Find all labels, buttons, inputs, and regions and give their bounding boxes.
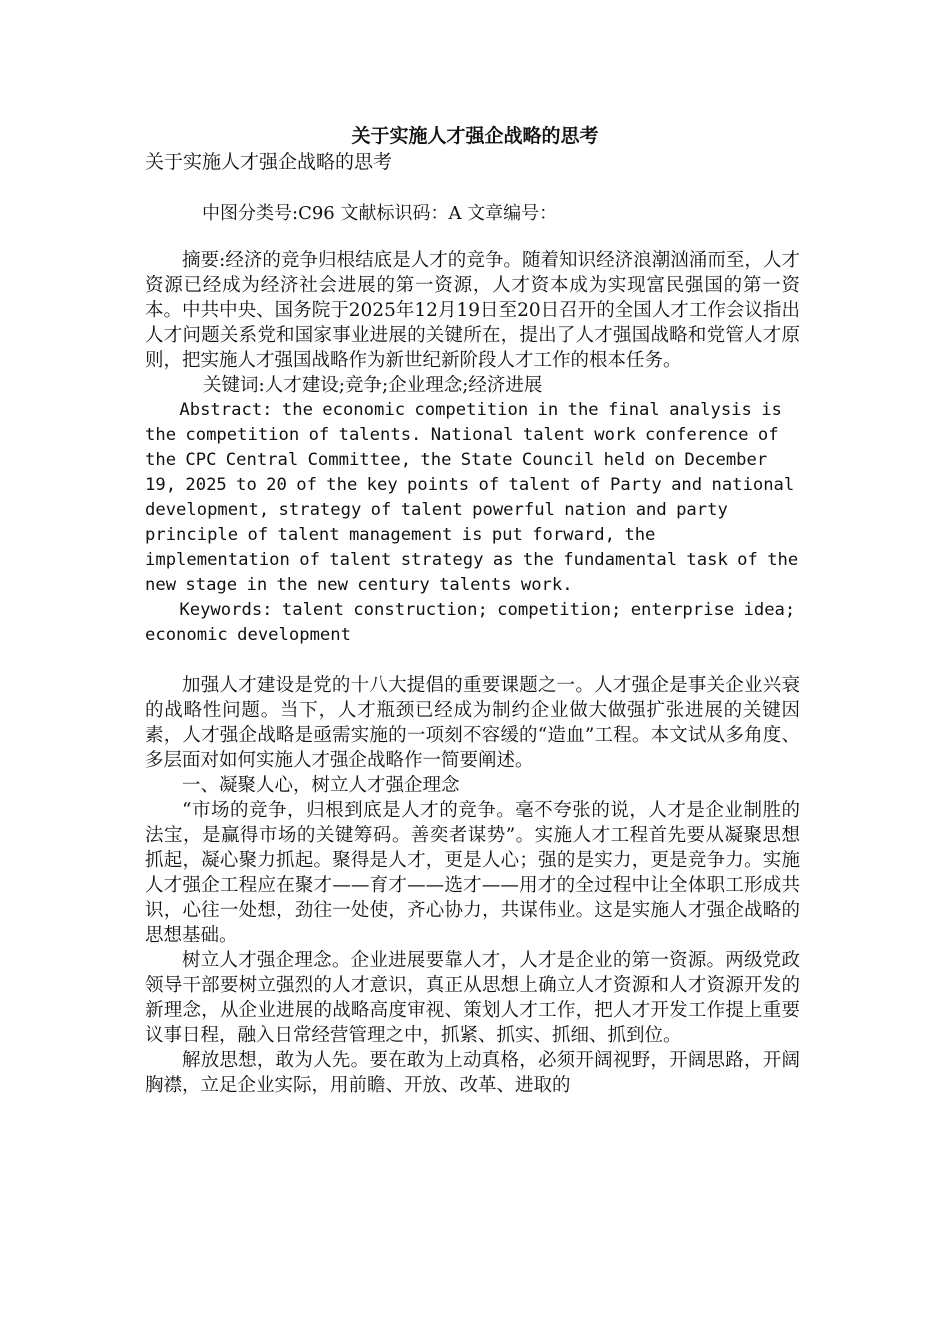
document-title: 关于实施人才强企战略的思考 [351, 125, 599, 147]
paragraph-gap [145, 648, 800, 673]
intro-paragraph: 加强人才建设是党的十八大提倡的重要课题之一。人才强企是事关企业兴衰的战略性问题。当下，人才瓶颈已经成为制约企业做大做强扩张进展的关键因素，人才强企战略是亟需实施的一项刻不容缓的“造血”工程。本文试从多角度、多层面对如何实施人才强企战略作一简要阐述。 [145, 675, 800, 771]
document-body [145, 248, 800, 1098]
body-paragraph: 解放思想，敢为人先。要在敢为上动真格，必须开阔视野，开阔思路，开阔胸襟，立足企业实际，用前瞻、开放、改革、进取的 [145, 1050, 800, 1096]
abstract-english: Abstract: the economic competition in the final analysis is the competition of talents. National talent work conference of the CPC Central Committee, the State Council held on December 19, 2025 to 20 of the key points of talent of Party and national development, strategy of talent powerful nation and party principle of talent management is put forward, the implementation of talent strategy as the fundamental task of the new stage in the new century talents work. [145, 400, 799, 595]
section-heading: 一、凝聚人心，树立人才强企理念 [182, 775, 460, 796]
keywords-english: Keywords: talent construction; competition; enterprise idea; economic development [145, 600, 796, 645]
body-paragraph: “市场的竞争，归根到底是人才的竞争。毫不夸张的说，人才是企业制胜的法宝，是赢得市场的关键筹码。善奕者谋势”。实施人才工程首先要从凝聚思想抓起，凝心聚力抓起。聚得是人才，更是人心；强的是实力，更是竞争力。实施人才强企工程应在聚才——育才——选才——用才的全过程中让全体职工形成共识，心往一处想，劲往一处使，齐心协力，共谋伟业。这是实施人才强企战略的思想基础。 [145, 800, 800, 946]
classification-line: 中图分类号:C96 文献标识码：A 文章编号： [202, 203, 558, 224]
keywords-chinese: 关键词:人才建设;竞争;企业理念;经济进展 [203, 375, 543, 396]
document-subtitle: 关于实施人才强企战略的思考 [145, 151, 393, 173]
abstract-chinese: 摘要:经济的竞争归根结底是人才的竞争。随着知识经济浪潮汹涌而至，人才资源已经成为经济社会进展的第一资源，人才资本成为实现富民强国的第一资本。中共中央、国务院于2025年12月19日至20日召开的全国人才工作会议指出人才问题关系党和国家事业进展的关键所在，提出了人才强国战略和党管人才原则，把实施人才强国战略作为新世纪新阶段人才工作的根本任务。 [145, 250, 800, 371]
body-paragraph: 树立人才强企理念。企业进展要靠人才，人才是企业的第一资源。两级党政领导干部要树立强烈的人才意识，真正从思想上确立人才资源和人才资源开发的新理念，从企业进展的战略高度审视、策划人才工作，把人才开发工作提上重要议事日程，融入日常经营管理之中，抓紧、抓实、抓细、抓到位。 [145, 950, 800, 1046]
